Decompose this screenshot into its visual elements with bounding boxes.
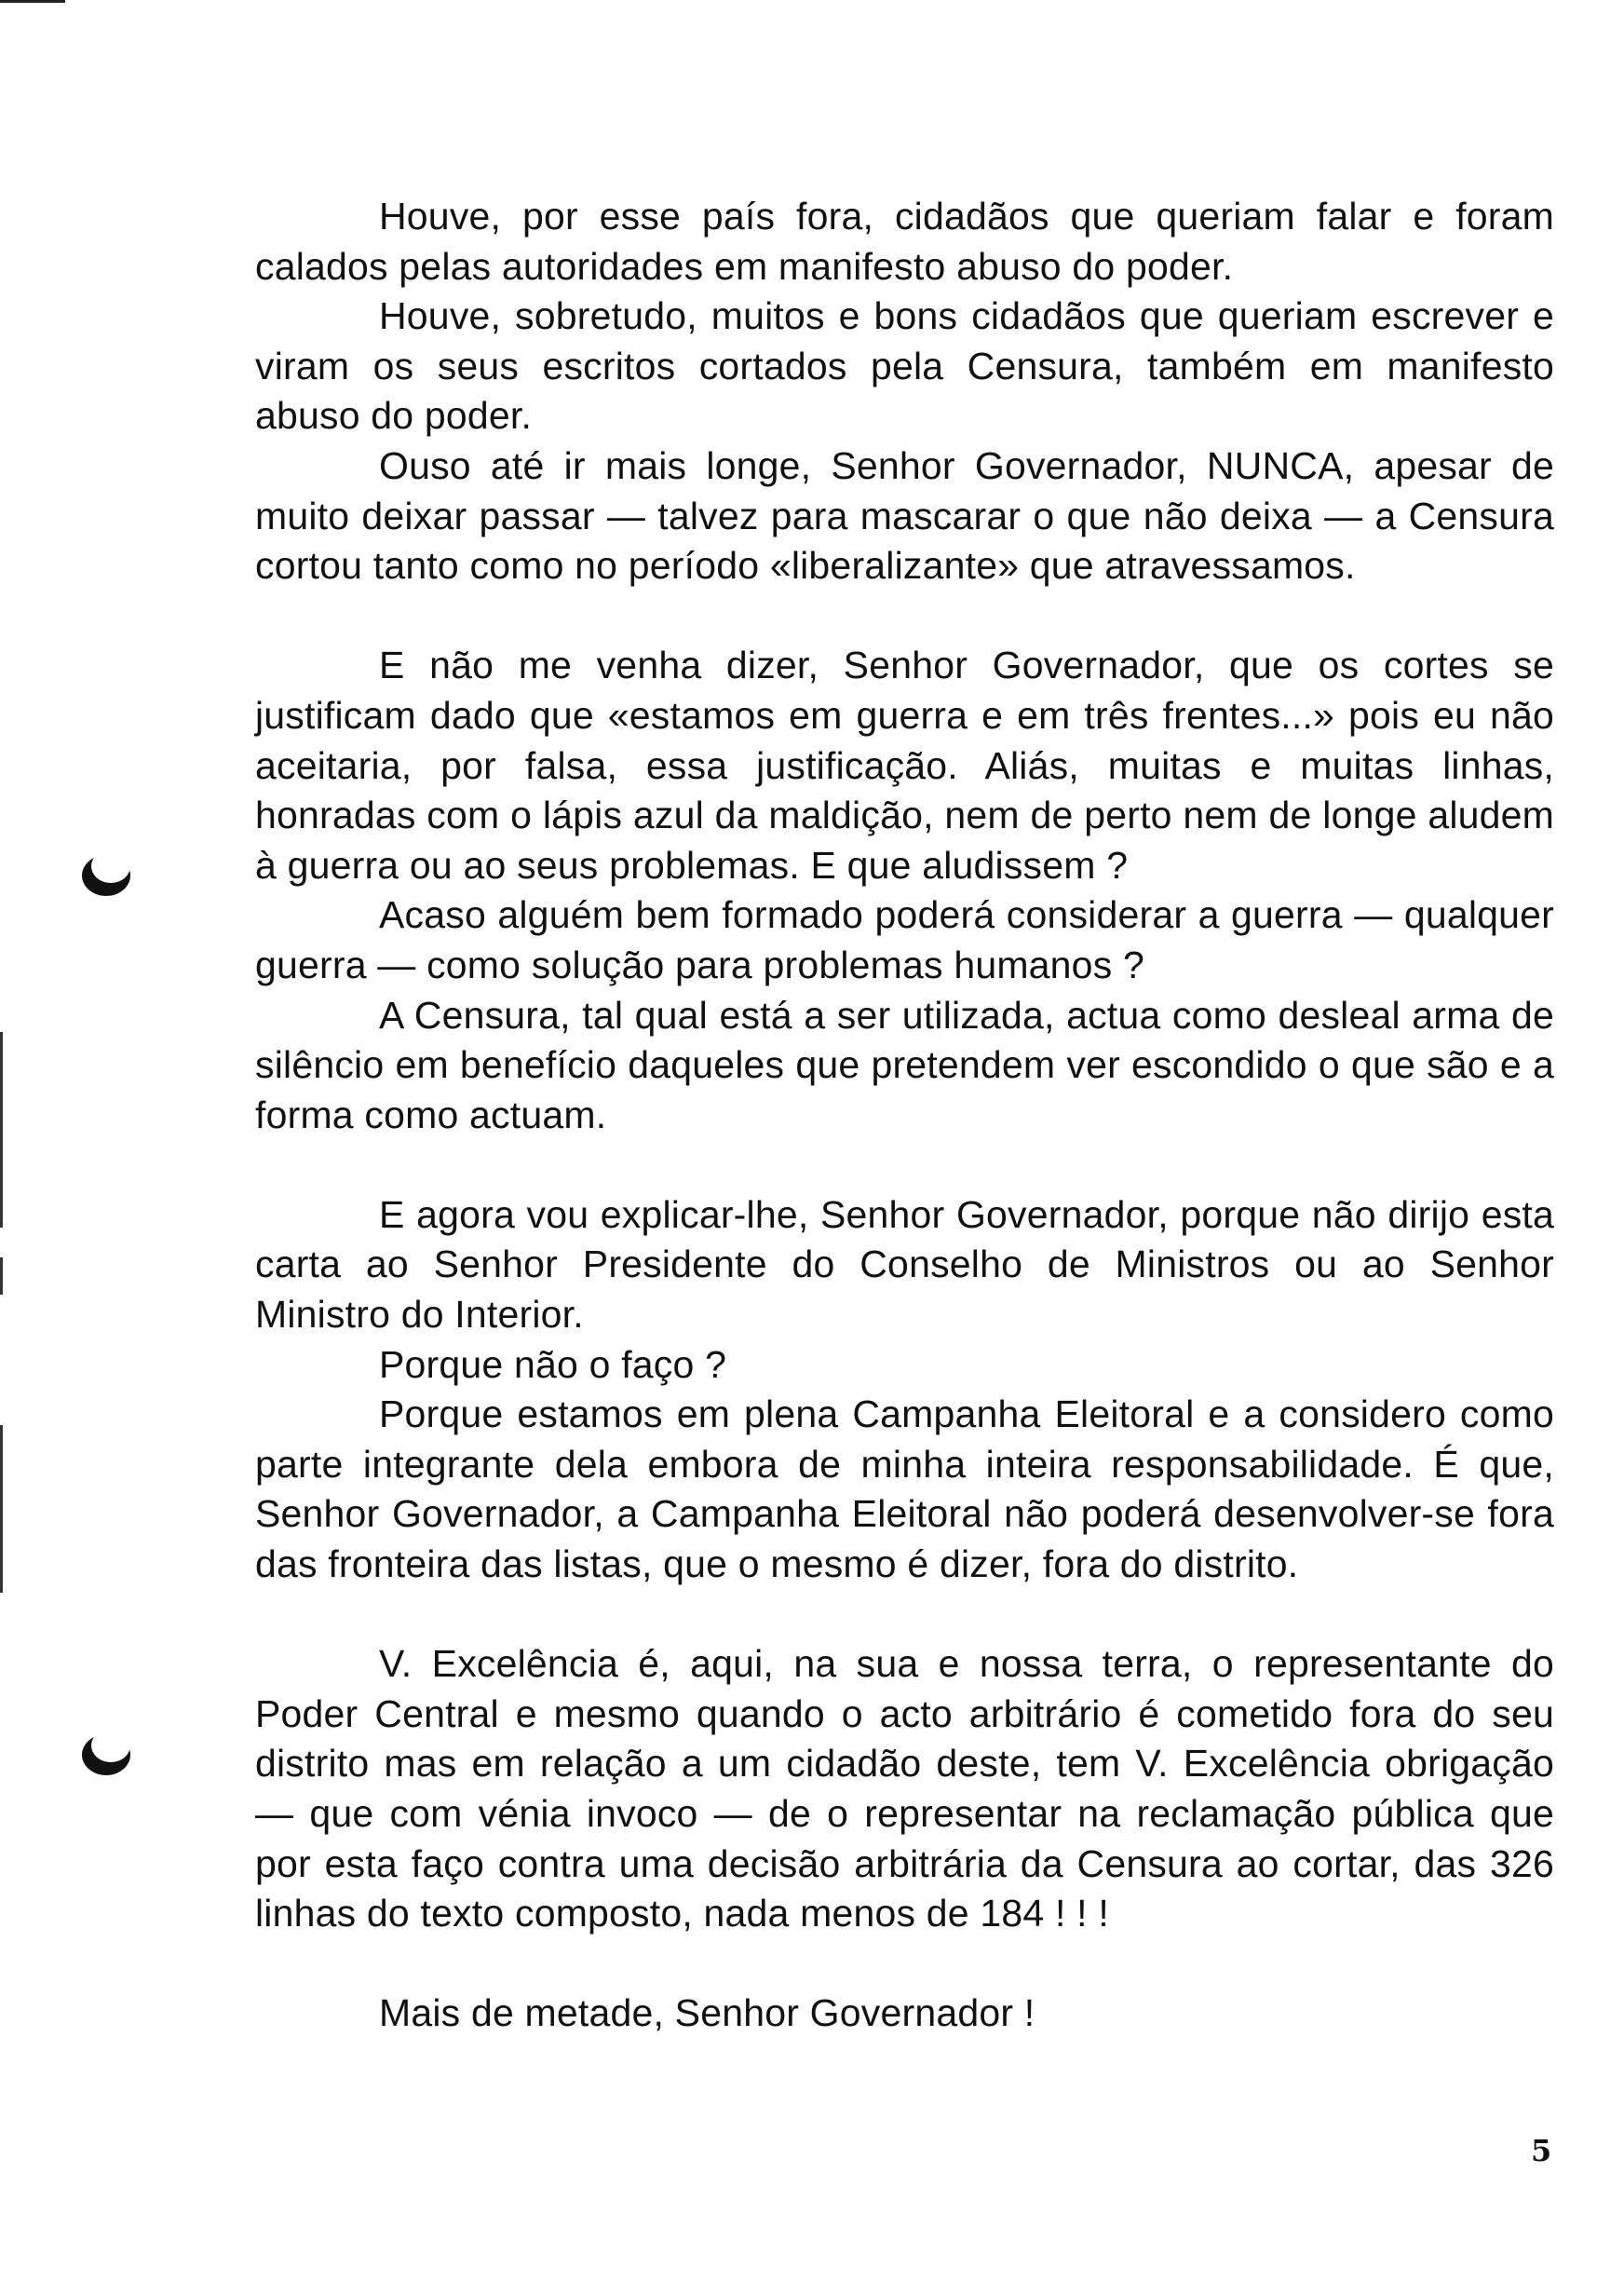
paragraph: V. Excelência é, aqui, na sua e nossa terra, o representante do Poder Central e mesmo quando o acto arbitrário é cometido fora do seu distrito mas em relação a um cidadão deste, tem V. Excelência obrigação — que com vénia invoco — de o representar na reclamação pública que por esta faço contra uma decisão arbitrária da Censura ao cortar, das 326 linhas do texto composto, nada menos de 184 ! ! ! — [255, 1642, 1554, 1935]
paragraph: E agora vou explicar-lhe, Senhor Governador, porque não dirijo esta carta ao Senhor Presidente do Conselho de Ministros ou ao Senhor Ministro do Interior. — [255, 1192, 1554, 1337]
paragraph: Acaso alguém bem formado poderá considerar a guerra — qualquer guerra — como solução para problemas humanos ? — [255, 893, 1554, 986]
paragraph: Ouso até ir mais longe, Senhor Governador, NUNCA, apesar de muito deixar passar — talvez para mascarar o que não deixa — a Censura cortou tanto como no período «liberalizante» que atravessamos. — [255, 443, 1554, 588]
paragraph: Houve, por esse país fora, cidadãos que queriam falar e foram calados pelas autoridades em manifesto abuso do poder. — [255, 195, 1554, 288]
punch-hole-icon — [82, 855, 130, 896]
page-number: 5 — [1531, 2133, 1552, 2168]
paragraph: Houve, sobretudo, muitos e bons cidadãos que queriam escrever e viram os seus escritos cortados pela Censura, também em manifesto abuso do poder. — [255, 294, 1554, 438]
paragraph: Porque estamos em plena Campanha Eleitoral e a considero como parte integrante dela embora de minha inteira responsabilidade. É que, Senhor Governador, a Campanha Eleitoral não poderá desenvolver-se fora das fronteira das listas, que o mesmo é dizer, fora do distrito. — [255, 1392, 1554, 1586]
paragraph: E não me venha dizer, Senhor Governador, que os cortes se justificam dado que «estamos em guerra e em três frentes...» pois eu não aceitaria, por falsa, essa justificação. Aliás, muitas e muitas linhas, honradas com o lápis azul da maldição, nem de perto nem de longe aludem à guerra ou ao seus problemas. E que aludissem ? — [255, 644, 1554, 887]
top-edge-rule — [0, 0, 65, 3]
binding-edge-mark — [0, 1032, 3, 1228]
binding-edge-mark — [0, 1257, 3, 1295]
paragraph: Mais de metade, Senhor Governador ! — [379, 1991, 1035, 2035]
punch-hole-icon — [82, 1734, 130, 1775]
binding-edge-mark — [0, 1425, 3, 1593]
paragraph: Porque não o faço ? — [379, 1342, 727, 1386]
paragraph: A Censura, tal qual está a ser utilizada, actua como desleal arma de silêncio em benefício daqueles que pretendem ver escondido o que são e a forma como actuam. — [255, 993, 1554, 1136]
letter-body — [255, 192, 1554, 2039]
